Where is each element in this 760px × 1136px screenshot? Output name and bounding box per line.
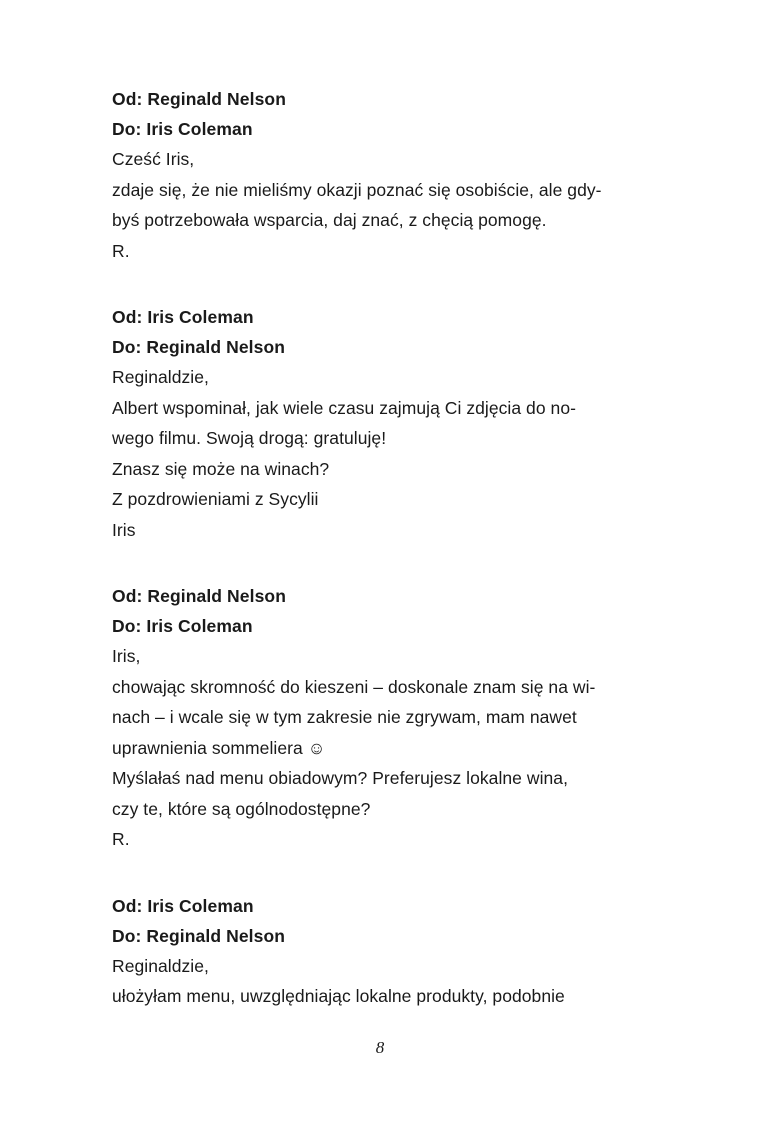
message-block [112, 891, 648, 1012]
message-from: Od: Reginald Nelson [112, 89, 286, 109]
message-line: czy te, które są ogólnodostępne? [112, 798, 371, 819]
message-line: Z pozdrowieniami z Sycylii [112, 489, 319, 509]
message-line: ułożyłam menu, uwzględniając lokalne produkty, podobnie [112, 986, 565, 1006]
message-line: R. [112, 240, 130, 261]
message-line: wego filmu. Swoją drogą: gratuluję! [112, 428, 387, 448]
message-line: Myślałaś nad menu obiadowym? Preferujesz lokalne wina, [112, 768, 568, 788]
message-line: chowając skromność do kieszeni – doskonale znam się na wi- [112, 676, 596, 697]
message-from: Od: Reginald Nelson [112, 586, 286, 606]
message-block [112, 581, 648, 855]
message-line: nach – i wcale się w tym zakresie nie zgrywam, mam nawet [112, 707, 577, 727]
message-line: Albert wspominał, jak wiele czasu zajmują Ci zdjęcia do no- [112, 397, 576, 418]
page-number: 8 [375, 1038, 385, 1057]
message-line-with-emoji: uprawnienia sommeliera ☺ [112, 737, 326, 758]
page-content [112, 84, 648, 1012]
message-line: R. [112, 829, 130, 849]
message-line: zdaje się, że nie mieliśmy okazji poznać się osobiście, ale gdy- [112, 179, 602, 200]
message-to: Do: Reginald Nelson [112, 925, 286, 946]
message-line: Cześć Iris, [112, 149, 195, 169]
message-line: Reginaldzie, [112, 955, 209, 976]
message-line: Iris [112, 519, 136, 540]
message-block [112, 302, 648, 545]
message-from: Od: Iris Coleman [112, 895, 254, 916]
message-line: Iris, [112, 646, 141, 666]
message-block [112, 84, 648, 266]
message-line: byś potrzebowała wsparcia, daj znać, z chęcią pomogę. [112, 210, 547, 230]
message-line: Reginaldzie, [112, 367, 209, 387]
message-to: Do: Iris Coleman [112, 616, 253, 636]
message-to: Do: Reginald Nelson [112, 337, 286, 357]
message-line: Znasz się może na winach? [112, 458, 330, 479]
message-to: Do: Iris Coleman [112, 119, 253, 139]
message-from: Od: Iris Coleman [112, 307, 254, 327]
